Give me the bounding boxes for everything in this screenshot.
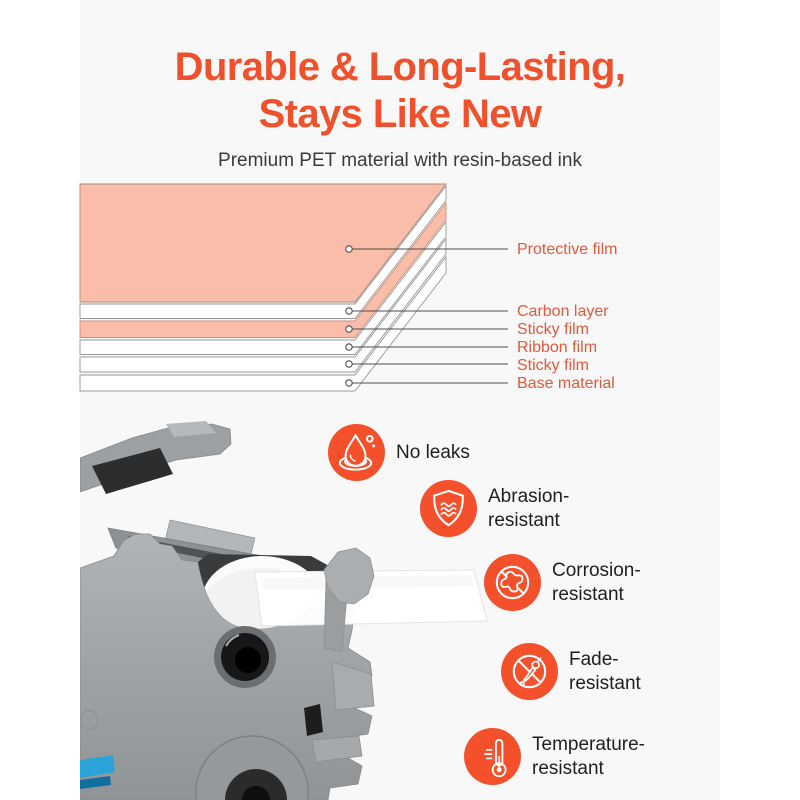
feature-badge (501, 643, 558, 700)
feature-label: Corrosion- resistant (552, 559, 641, 605)
feature-badge (328, 424, 385, 481)
page-subtitle: Premium PET material with resin-based ink (218, 150, 582, 171)
no-fade-dropper-icon (501, 643, 558, 700)
feature-badge (484, 554, 541, 611)
feature-abrasion-resistant (420, 480, 569, 537)
layer-label-protective-film: Protective film (517, 241, 618, 258)
feature-corrosion-resistant (484, 554, 641, 611)
title-line-2: Stays Like New (258, 92, 542, 136)
thermometer-icon (464, 728, 521, 785)
feature-no-leaks (328, 424, 470, 481)
feature-label: Fade- resistant (569, 648, 641, 694)
feature-label: No leaks (396, 441, 470, 463)
layer-label-sticky-film-2: Sticky film (517, 357, 589, 374)
feature-badge (464, 728, 521, 785)
no-corrosion-icon (484, 554, 541, 611)
feature-fade-resistant (501, 643, 641, 700)
feature-label: Temperature- resistant (532, 733, 645, 779)
layer-label-ribbon-film: Ribbon film (517, 339, 598, 356)
layer-label-carbon-layer: Carbon layer (517, 303, 609, 320)
layer-label-base-material: Base material (517, 375, 615, 392)
title-line-1: Durable & Long-Lasting, (174, 45, 626, 89)
feature-badge (420, 480, 477, 537)
droplet-ripple-icon (328, 424, 385, 481)
shield-waves-icon (420, 480, 477, 537)
layer-label-sticky-film-1: Sticky film (517, 321, 589, 338)
feature-temperature-resistant (464, 728, 645, 785)
feature-label: Abrasion- resistant (488, 485, 570, 531)
